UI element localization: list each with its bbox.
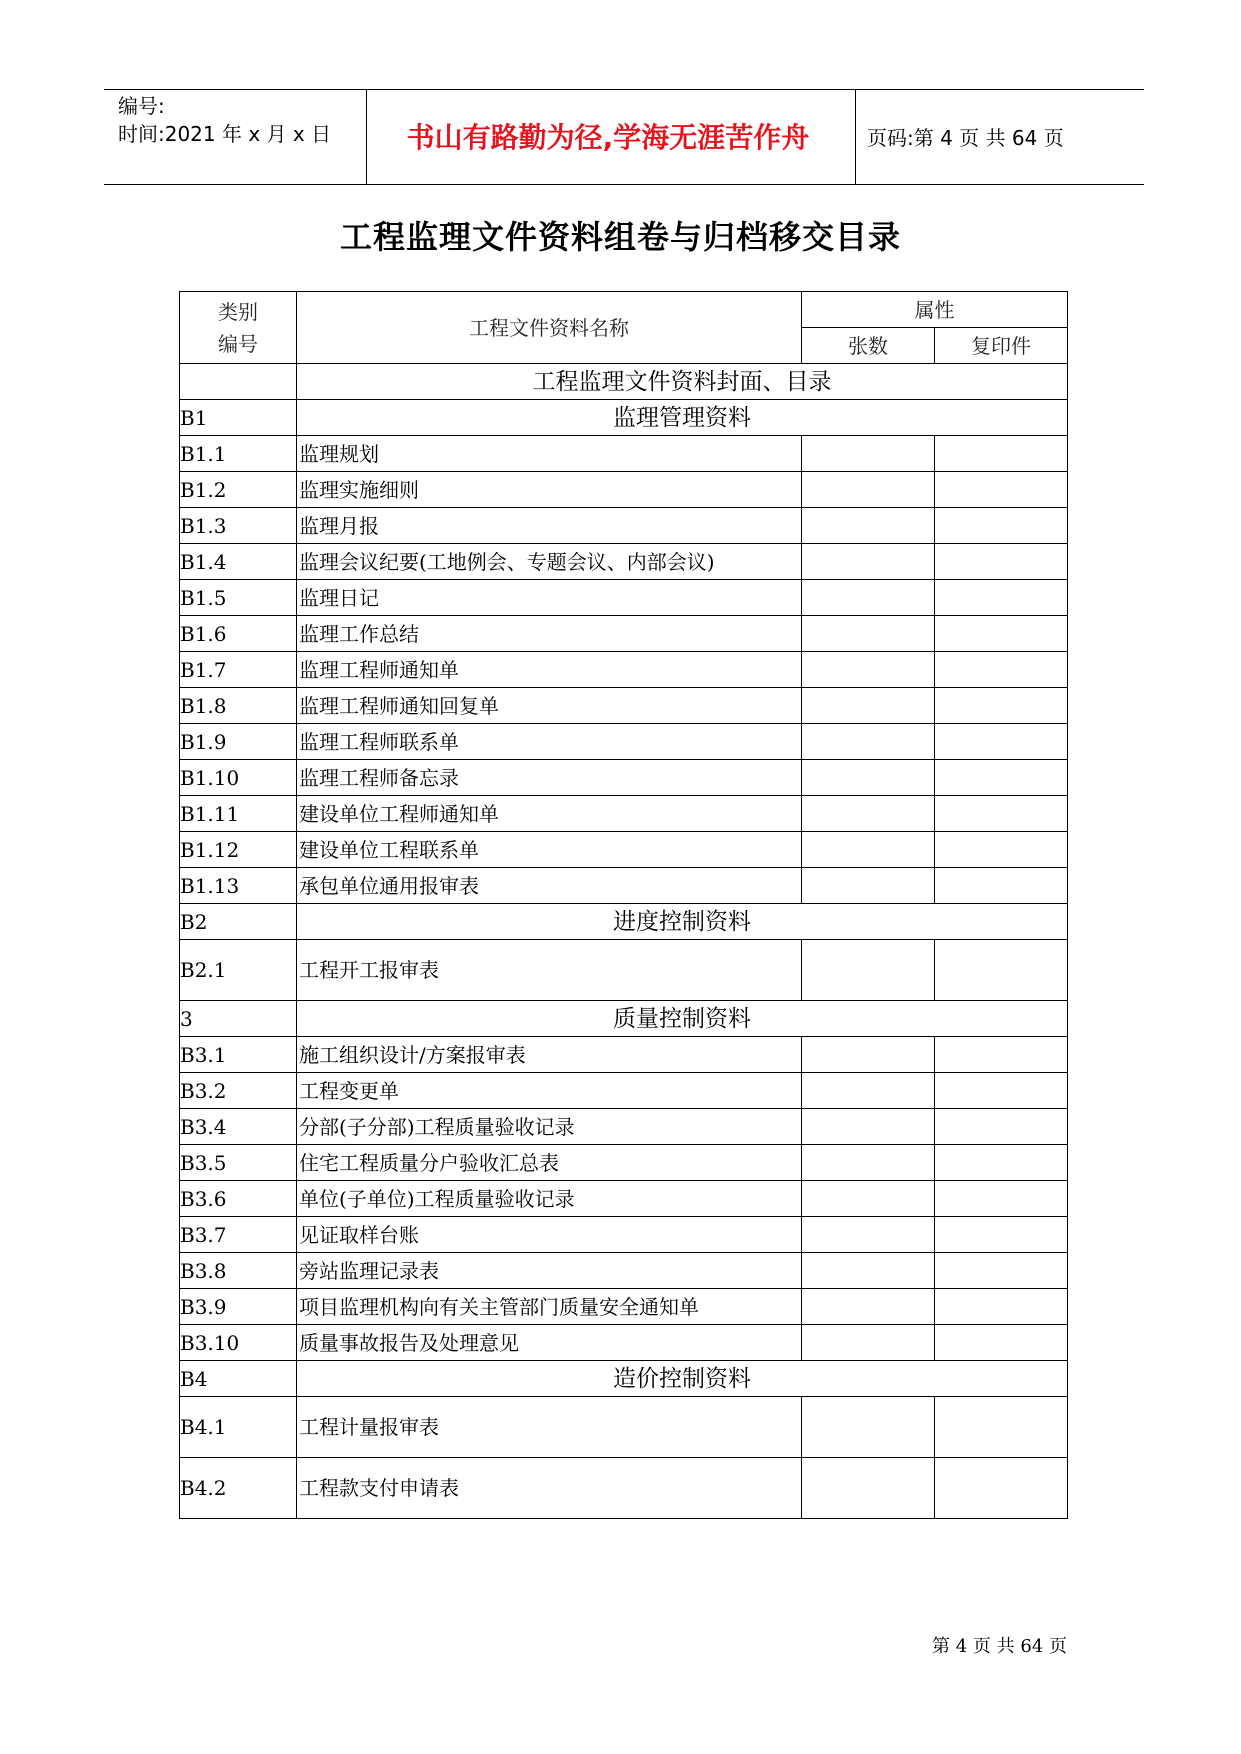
item-code: B4.1 bbox=[180, 1397, 297, 1458]
sheets-cell bbox=[802, 1073, 935, 1109]
header-divider bbox=[855, 90, 856, 184]
item-code: B1.5 bbox=[180, 580, 297, 616]
table-row bbox=[180, 1289, 1068, 1325]
sheets-cell bbox=[802, 1458, 935, 1519]
item-code: B3.4 bbox=[180, 1109, 297, 1145]
item-code: B1.9 bbox=[180, 724, 297, 760]
item-code: B4.2 bbox=[180, 1458, 297, 1519]
table-row bbox=[180, 1217, 1068, 1253]
copies-cell bbox=[935, 868, 1068, 904]
copies-cell bbox=[935, 796, 1068, 832]
section-code: B2 bbox=[180, 904, 297, 940]
item-name: 质量事故报告及处理意见 bbox=[297, 1325, 802, 1361]
table-row bbox=[180, 1397, 1068, 1458]
sheets-cell bbox=[802, 940, 935, 1001]
page-title: 工程监理文件资料组卷与归档移交目录 bbox=[339, 218, 901, 256]
item-name: 项目监理机构向有关主管部门质量安全通知单 bbox=[297, 1289, 802, 1325]
sheets-cell bbox=[802, 760, 935, 796]
table-header-row bbox=[180, 292, 1068, 328]
table-row bbox=[180, 760, 1068, 796]
item-name: 见证取样台账 bbox=[297, 1217, 802, 1253]
table-row bbox=[180, 544, 1068, 580]
item-name: 单位(子单位)工程质量验收记录 bbox=[297, 1181, 802, 1217]
item-code: B3.6 bbox=[180, 1181, 297, 1217]
sheets-cell bbox=[802, 1037, 935, 1073]
table-row bbox=[180, 1109, 1068, 1145]
item-code: B1.7 bbox=[180, 652, 297, 688]
section-code: B4 bbox=[180, 1361, 297, 1397]
item-code: B1.2 bbox=[180, 472, 297, 508]
item-code: B1.10 bbox=[180, 760, 297, 796]
table-row bbox=[180, 580, 1068, 616]
sheets-cell bbox=[802, 544, 935, 580]
item-name: 监理工程师联系单 bbox=[297, 724, 802, 760]
item-code: B1.12 bbox=[180, 832, 297, 868]
item-name: 监理工程师通知回复单 bbox=[297, 688, 802, 724]
item-code: B1.1 bbox=[180, 436, 297, 472]
item-name: 建设单位工程联系单 bbox=[297, 832, 802, 868]
item-code: B1.8 bbox=[180, 688, 297, 724]
item-code: B3.5 bbox=[180, 1145, 297, 1181]
name-header: 工程文件资料名称 bbox=[297, 292, 802, 364]
copies-header: 复印件 bbox=[935, 328, 1068, 364]
cover-code-cell bbox=[180, 364, 297, 400]
table-row bbox=[180, 688, 1068, 724]
header-page-info: 页码:第 4 页 共 64 页 bbox=[867, 126, 1064, 150]
section-code: B1 bbox=[180, 400, 297, 436]
category-header bbox=[180, 292, 297, 364]
cover-row-title: 工程监理文件资料封面、目录 bbox=[297, 364, 1068, 400]
cover-row bbox=[180, 364, 1068, 400]
table-row bbox=[180, 436, 1068, 472]
sheets-cell bbox=[802, 436, 935, 472]
sheets-cell bbox=[802, 1217, 935, 1253]
item-name: 住宅工程质量分户验收汇总表 bbox=[297, 1145, 802, 1181]
item-code: B3.7 bbox=[180, 1217, 297, 1253]
page-header bbox=[104, 89, 1144, 185]
header-divider bbox=[366, 90, 367, 184]
table-row bbox=[180, 868, 1068, 904]
item-code: B1.13 bbox=[180, 868, 297, 904]
sheets-cell bbox=[802, 1325, 935, 1361]
copies-cell bbox=[935, 832, 1068, 868]
copies-cell bbox=[935, 1289, 1068, 1325]
copies-cell bbox=[935, 1145, 1068, 1181]
number-label: 编号: bbox=[118, 94, 165, 118]
item-name: 分部(子分部)工程质量验收记录 bbox=[297, 1109, 802, 1145]
copies-cell bbox=[935, 1037, 1068, 1073]
item-name: 监理工程师备忘录 bbox=[297, 760, 802, 796]
table-row bbox=[180, 508, 1068, 544]
item-name: 工程款支付申请表 bbox=[297, 1458, 802, 1519]
copies-cell bbox=[935, 940, 1068, 1001]
sheets-header: 张数 bbox=[802, 328, 935, 364]
sheets-cell bbox=[802, 1145, 935, 1181]
header-motto: 书山有路勤为径,学海无涯苦作舟 bbox=[406, 121, 810, 154]
table-row bbox=[180, 1145, 1068, 1181]
item-code: B3.1 bbox=[180, 1037, 297, 1073]
item-code: B1.11 bbox=[180, 796, 297, 832]
section-title: 造价控制资料 bbox=[297, 1361, 1068, 1397]
table-row bbox=[180, 652, 1068, 688]
item-code: B3.8 bbox=[180, 1253, 297, 1289]
table-row bbox=[180, 1073, 1068, 1109]
copies-cell bbox=[935, 508, 1068, 544]
page-footer: 第 4 页 共 64 页 bbox=[932, 1636, 1067, 1657]
copies-cell bbox=[935, 436, 1068, 472]
item-name: 监理工作总结 bbox=[297, 616, 802, 652]
copies-cell bbox=[935, 1073, 1068, 1109]
copies-cell bbox=[935, 616, 1068, 652]
item-name: 监理会议纪要(工地例会、专题会议、内部会议) bbox=[297, 544, 802, 580]
section-title: 质量控制资料 bbox=[297, 1001, 1068, 1037]
sheets-cell bbox=[802, 1397, 935, 1458]
copies-cell bbox=[935, 544, 1068, 580]
item-code: B1.4 bbox=[180, 544, 297, 580]
item-code: B1.3 bbox=[180, 508, 297, 544]
sheets-cell bbox=[802, 472, 935, 508]
table-row bbox=[180, 1037, 1068, 1073]
copies-cell bbox=[935, 1109, 1068, 1145]
section-title: 进度控制资料 bbox=[297, 904, 1068, 940]
archive-catalog-table bbox=[179, 291, 1068, 1519]
copies-cell bbox=[935, 688, 1068, 724]
section-row bbox=[180, 1361, 1068, 1397]
item-name: 施工组织设计/方案报审表 bbox=[297, 1037, 802, 1073]
copies-cell bbox=[935, 1397, 1068, 1458]
section-row bbox=[180, 904, 1068, 940]
item-name: 监理日记 bbox=[297, 580, 802, 616]
item-code: B3.2 bbox=[180, 1073, 297, 1109]
header-meta bbox=[118, 92, 331, 148]
table-row bbox=[180, 1253, 1068, 1289]
item-code: B2.1 bbox=[180, 940, 297, 1001]
item-code: B1.6 bbox=[180, 616, 297, 652]
category-header-line1: 类别 bbox=[218, 299, 258, 324]
sheets-cell bbox=[802, 1289, 935, 1325]
item-code: B3.9 bbox=[180, 1289, 297, 1325]
sheets-cell bbox=[802, 1253, 935, 1289]
item-name: 监理实施细则 bbox=[297, 472, 802, 508]
table-row bbox=[180, 796, 1068, 832]
item-name: 工程变更单 bbox=[297, 1073, 802, 1109]
item-name: 建设单位工程师通知单 bbox=[297, 796, 802, 832]
item-name: 承包单位通用报审表 bbox=[297, 868, 802, 904]
copies-cell bbox=[935, 1458, 1068, 1519]
item-name: 监理月报 bbox=[297, 508, 802, 544]
item-name: 工程开工报审表 bbox=[297, 940, 802, 1001]
section-row bbox=[180, 400, 1068, 436]
section-title: 监理管理资料 bbox=[297, 400, 1068, 436]
copies-cell bbox=[935, 1253, 1068, 1289]
table-row bbox=[180, 724, 1068, 760]
sheets-cell bbox=[802, 1181, 935, 1217]
sheets-cell bbox=[802, 580, 935, 616]
sheets-cell bbox=[802, 868, 935, 904]
copies-cell bbox=[935, 1325, 1068, 1361]
table-row bbox=[180, 616, 1068, 652]
attributes-header: 属性 bbox=[802, 292, 1068, 328]
copies-cell bbox=[935, 472, 1068, 508]
sheets-cell bbox=[802, 652, 935, 688]
section-row bbox=[180, 1001, 1068, 1037]
section-code: 3 bbox=[180, 1001, 297, 1037]
sheets-cell bbox=[802, 616, 935, 652]
table-row bbox=[180, 472, 1068, 508]
sheets-cell bbox=[802, 832, 935, 868]
sheets-cell bbox=[802, 724, 935, 760]
table-row bbox=[180, 1181, 1068, 1217]
item-name: 旁站监理记录表 bbox=[297, 1253, 802, 1289]
item-code: B3.10 bbox=[180, 1325, 297, 1361]
copies-cell bbox=[935, 724, 1068, 760]
time-label: 时间:2021 年 x 月 x 日 bbox=[118, 122, 332, 146]
sheets-cell bbox=[802, 1109, 935, 1145]
copies-cell bbox=[935, 580, 1068, 616]
copies-cell bbox=[935, 652, 1068, 688]
table-row bbox=[180, 1325, 1068, 1361]
item-name: 监理规划 bbox=[297, 436, 802, 472]
copies-cell bbox=[935, 760, 1068, 796]
table-row bbox=[180, 1458, 1068, 1519]
copies-cell bbox=[935, 1181, 1068, 1217]
table-row bbox=[180, 832, 1068, 868]
sheets-cell bbox=[802, 688, 935, 724]
item-name: 工程计量报审表 bbox=[297, 1397, 802, 1458]
category-header-line2: 编号 bbox=[218, 331, 258, 356]
sheets-cell bbox=[802, 508, 935, 544]
table-row bbox=[180, 940, 1068, 1001]
copies-cell bbox=[935, 1217, 1068, 1253]
item-name: 监理工程师通知单 bbox=[297, 652, 802, 688]
sheets-cell bbox=[802, 796, 935, 832]
